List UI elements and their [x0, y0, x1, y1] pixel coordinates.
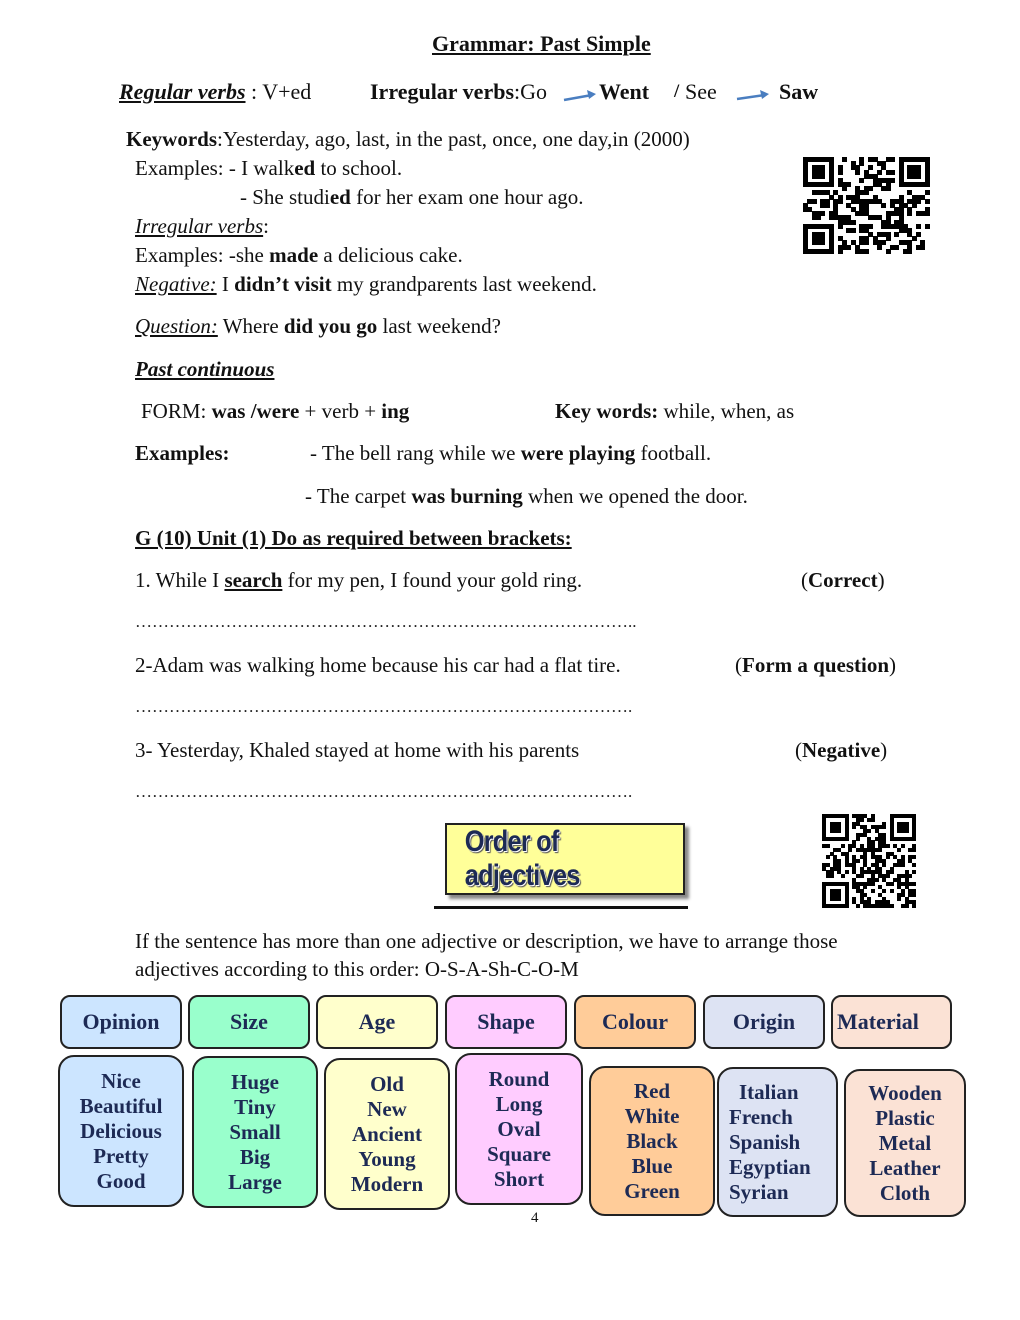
adjectives-intro-line-2: adjectives according to this order: O-S-A-Sh-C-O-M: [135, 957, 579, 981]
qr-module: [886, 874, 890, 878]
regular-verbs-rule: : V+ed: [245, 79, 312, 104]
qr-module: [826, 855, 830, 859]
qr-module: [867, 829, 871, 833]
qr-module: [871, 882, 875, 886]
qr-module: [881, 240, 886, 245]
qr-module: [897, 848, 901, 852]
qr-module: [842, 186, 847, 191]
list-item: Good: [96, 1168, 146, 1193]
list-item: Huge: [231, 1069, 279, 1094]
qr-code-image: [803, 157, 929, 253]
qr-module: [871, 889, 875, 893]
past-continuous-heading: Past continuous: [135, 357, 275, 381]
list-item: Large: [228, 1169, 282, 1194]
qr-module: [820, 211, 825, 216]
list-item: Leather: [869, 1155, 941, 1180]
qr-module: [882, 863, 886, 867]
qr-module: [845, 904, 849, 908]
qr-module: [897, 897, 901, 901]
qr-module: [838, 199, 843, 204]
qr-module: [830, 874, 834, 878]
qr-module: [846, 245, 851, 250]
qr-module: [925, 199, 930, 204]
list-item: Cloth: [879, 1180, 931, 1205]
qr-module: [856, 904, 860, 908]
qr-module: [907, 211, 912, 216]
list-item: Wooden: [868, 1080, 942, 1105]
qr-module: [860, 818, 864, 822]
list-item: Young: [358, 1146, 416, 1171]
list-item: Blue: [631, 1153, 673, 1178]
list-item: Beautiful: [79, 1093, 163, 1118]
word-list-age: [324, 1058, 450, 1210]
qr-module: [905, 904, 909, 908]
qr-module: [846, 182, 851, 187]
qr-module: [875, 878, 879, 882]
qr-module: [871, 818, 875, 822]
qr-module: [882, 889, 886, 893]
qr-module: [856, 859, 860, 863]
regular-verbs-label: Regular verbs: [119, 79, 246, 104]
qr-module: [882, 825, 886, 829]
qr-module: [925, 182, 930, 187]
qr-module: [912, 203, 917, 208]
question-3: 3- Yesterday, Khaled stayed at home with his parents: [135, 738, 580, 762]
category-header-size: Size: [188, 995, 310, 1049]
category-header-age: Age: [316, 995, 438, 1049]
list-item: Red: [633, 1078, 671, 1103]
qr-module: [912, 904, 916, 908]
list-item: Metal: [878, 1130, 932, 1155]
qr-module: [925, 211, 930, 216]
qr-module: [890, 178, 895, 183]
qr-module: [838, 224, 843, 229]
qr-module: [825, 203, 830, 208]
category-header-origin: Origin: [703, 995, 825, 1049]
saw-word: Saw: [779, 79, 819, 104]
question-1-instruction: (Correct): [801, 568, 885, 592]
qr-module: [886, 844, 890, 848]
qr-module: [864, 190, 869, 195]
qr-module: [820, 240, 825, 245]
irregular-verbs-subheading: Irregular verbs:: [135, 214, 269, 238]
list-item: Spanish: [729, 1129, 801, 1154]
example-1: Examples: - I walked to school.: [135, 156, 403, 180]
qr-module: [855, 170, 860, 175]
go-word: :Go: [514, 79, 547, 104]
qr-module: [907, 249, 912, 254]
list-item: Tiny: [234, 1094, 276, 1119]
list-item: Square: [487, 1141, 551, 1166]
qr-module: [829, 182, 834, 187]
qr-module: [864, 249, 869, 254]
qr-module: [852, 825, 856, 829]
category-header-opinion: Opinion: [60, 995, 182, 1049]
examples-label: Examples:: [135, 441, 230, 465]
qr-module: [886, 236, 891, 241]
question-2: 2-Adam was walking home because his car had a flat tire.: [135, 653, 621, 677]
qr-module: [845, 870, 849, 874]
list-item: French: [729, 1104, 793, 1129]
word-list-shape: [455, 1053, 583, 1205]
qr-module: [912, 236, 917, 241]
answer-line-2[interactable]: …………………………………………………………………………….: [135, 697, 633, 716]
qr-module: [912, 870, 916, 874]
qr-module: [868, 186, 873, 191]
word-list-material: [844, 1069, 966, 1217]
word-list-origin: [717, 1067, 838, 1217]
list-item: Italian: [739, 1079, 799, 1104]
negative-example: Negative: I didn’t visit my grandparents last weekend.: [135, 272, 597, 296]
word-list-colour: [589, 1066, 715, 1216]
qr-module: [886, 855, 890, 859]
page-title: Grammar: Past Simple: [432, 31, 651, 56]
category-header-material: Material: [831, 995, 952, 1049]
qr-module: [816, 215, 821, 220]
question-2-instruction: (Form a question): [735, 653, 896, 677]
keywords-line: [126, 127, 690, 152]
qr-module: [890, 170, 895, 175]
irregular-verbs-label: Irregular verbs: [370, 79, 514, 104]
qr-module: [842, 157, 847, 162]
list-item: Pretty: [93, 1143, 149, 1168]
exercise-heading: G (10) Unit (1) Do as required between brackets:: [135, 526, 572, 550]
list-item: Old: [370, 1071, 404, 1096]
keywords-text: :Yesterday, ago, last, in the past, once, one day,in (2000): [217, 127, 690, 151]
qr-module: [829, 249, 834, 254]
qr-module: [877, 245, 882, 250]
qr-module: [851, 220, 856, 225]
went-word: Went: [599, 79, 650, 104]
qr-module: [859, 161, 864, 166]
key-words-line: Key words: while, when, as: [555, 399, 795, 423]
category-header-colour: Colour: [574, 995, 696, 1049]
list-item: Delicious: [80, 1118, 162, 1143]
qr-module: [916, 232, 921, 237]
qr-module: [890, 157, 895, 162]
qr-module: [851, 228, 856, 233]
list-item: Syrian: [729, 1179, 789, 1204]
qr-module: [812, 199, 817, 204]
page-number: 4: [531, 1210, 539, 1226]
qr-module: [916, 174, 921, 179]
qr-module: [837, 897, 841, 901]
list-item: Ancient: [352, 1121, 422, 1146]
list-item: Round: [488, 1066, 550, 1091]
verbs-line: [119, 79, 311, 105]
qr-module: [925, 224, 930, 229]
qr-module: [848, 848, 852, 852]
search-word: search: [224, 568, 283, 592]
category-header-shape: Shape: [445, 995, 567, 1049]
qr-module: [890, 882, 894, 886]
list-item: Oval: [497, 1116, 541, 1141]
banner-underline: [434, 906, 688, 909]
qr-module: [856, 837, 860, 841]
qr-module: [886, 249, 891, 254]
qr-module: [901, 863, 905, 867]
qr-module: [868, 224, 873, 229]
list-item: Long: [495, 1091, 543, 1116]
qr-module: [890, 870, 894, 874]
qr-module: [912, 848, 916, 852]
continuous-example-2: - The carpet was burning when we opened the door.: [305, 484, 748, 508]
banner-text: Order of adjectives: [464, 825, 580, 892]
qr-module: [878, 848, 882, 852]
qr-module: [912, 893, 916, 897]
list-item: Nice: [101, 1068, 141, 1093]
word-list-size: [192, 1056, 318, 1208]
qr-module: [901, 844, 905, 848]
continuous-example-1: - The bell rang while we were playing football.: [310, 441, 712, 465]
qr-module: [860, 874, 864, 878]
qr-module: [881, 203, 886, 208]
qr-module: [916, 199, 921, 204]
question-3-instruction: (Negative): [795, 738, 888, 762]
list-item: Egyptian: [729, 1154, 811, 1179]
qr-module: [920, 245, 925, 250]
qr-module: [841, 844, 845, 848]
qr-module: [868, 165, 873, 170]
answer-line-3[interactable]: …………………………………………………………………………….: [135, 782, 633, 801]
list-item: Small: [229, 1119, 281, 1144]
list-item: New: [367, 1096, 407, 1121]
form-line: FORM: was /were + verb + ing: [141, 399, 410, 423]
qr-module: [912, 882, 916, 886]
qr-module: [890, 889, 894, 893]
qr-module: [841, 874, 845, 878]
list-item: Plastic: [875, 1105, 935, 1130]
list-item: Black: [626, 1128, 678, 1153]
arrow-icon: [562, 88, 598, 104]
qr-module: [894, 245, 899, 250]
qr-module: [886, 186, 891, 191]
list-item: Big: [239, 1144, 271, 1169]
qr-module: [890, 904, 894, 908]
example-2: - She studied for her exam one hour ago.: [240, 185, 584, 209]
answer-line-1[interactable]: ……………………………………………………………………………..: [135, 612, 637, 631]
qr-module: [877, 170, 882, 175]
question-1: 1. While I search for my pen, I found your gold ring.: [135, 568, 583, 592]
word-list-opinion: [58, 1055, 184, 1207]
qr-module: [905, 829, 909, 833]
qr-module: [912, 863, 916, 867]
qr-module: [826, 844, 830, 848]
qr-code-image: [822, 814, 916, 908]
arrow-icon: [735, 88, 771, 104]
example-3: Examples: -she made a delicious cake.: [135, 243, 463, 267]
order-of-adjectives-banner: [445, 823, 685, 895]
list-item: White: [624, 1103, 680, 1128]
qr-module: [864, 240, 869, 245]
qr-module: [838, 249, 843, 254]
adjectives-intro-line-1: If the sentence has more than one adjective or description, we have to arrange those: [135, 929, 838, 953]
list-item: Modern: [350, 1171, 424, 1196]
see-word: See: [685, 79, 717, 104]
question-example: Question: Where did you go last weekend?: [135, 314, 501, 338]
qr-module: [845, 837, 849, 841]
qr-module: [925, 190, 930, 195]
qr-module: [912, 837, 916, 841]
slash-separator: /: [674, 81, 680, 102]
qr-module: [908, 874, 912, 878]
qr-module: [916, 224, 921, 229]
keywords-label: Keywords: [126, 127, 217, 151]
qr-module: [838, 170, 843, 175]
qr-module: [859, 178, 864, 183]
list-item: Green: [624, 1178, 680, 1203]
qr-module: [837, 829, 841, 833]
list-item: Short: [493, 1166, 545, 1191]
qr-module: [820, 174, 825, 179]
qr-module: [912, 855, 916, 859]
qr-module: [894, 232, 899, 237]
irregular-verbs-line: [370, 79, 547, 105]
qr-module: [863, 885, 867, 889]
